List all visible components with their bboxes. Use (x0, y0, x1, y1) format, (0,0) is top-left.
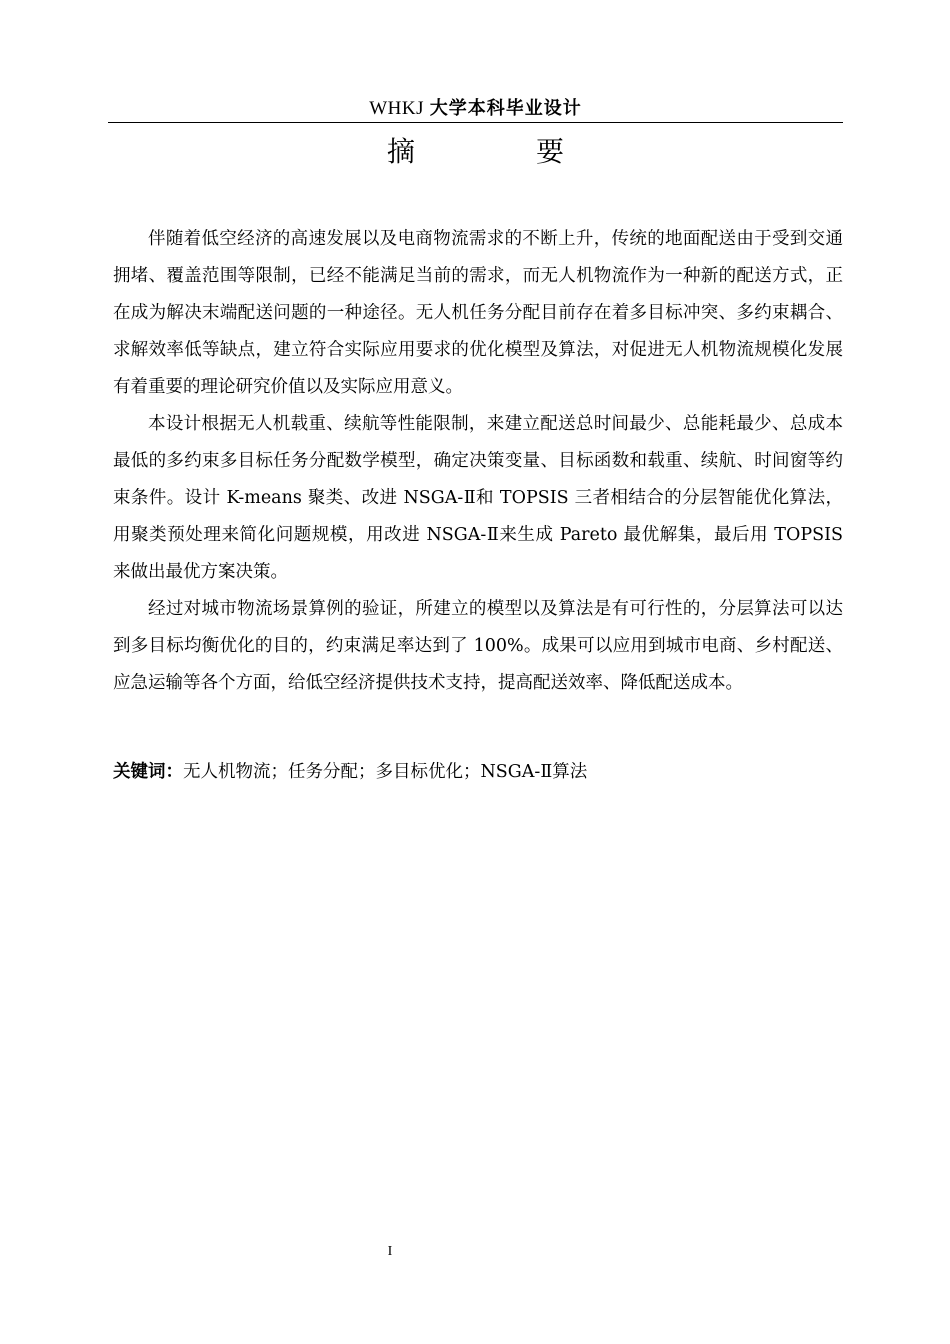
header-school-name: WHKJ (369, 98, 425, 119)
keywords-value: 无人机物流；任务分配；多目标优化；NSGA-Ⅱ算法 (183, 762, 588, 782)
page-number: I (387, 1244, 393, 1259)
abstract-paragraph-2: 本设计根据无人机载重、续航等性能限制，来建立配送总时间最少、总能耗最少、总成本最低的多约束多目标任务分配数学模型，确定决策变量、目标函数和载重、续航、时间窗等约束条件。设计 K-means 聚类、改进 NSGA-Ⅱ和 TOPSIS 三者相结合的分层智能优化算法，用聚类预处理来简化问题规模，用改进 NSGA-Ⅱ来生成 Pareto 最优解集，最后用 TOPSIS 来做出最优方案决策。 (113, 414, 843, 582)
abstract-heading: 摘 要 (387, 135, 620, 168)
header-title: 大学本科毕业设计 (429, 98, 582, 119)
abstract-paragraph-3: 经过对城市物流场景算例的验证，所建立的模型以及算法是有可行性的，分层算法可以达到多目标均衡优化的目的，约束满足率达到了 100%。成果可以应用到城市电商、乡村配送、应急运输等各个方面，给低空经济提供技术支持，提高配送效率、降低配送成本。 (113, 599, 843, 693)
header-rule (108, 122, 843, 123)
abstract-body (113, 221, 843, 702)
running-header (108, 96, 843, 122)
keywords-label: 关键词： (113, 762, 183, 782)
keywords-line (113, 754, 843, 791)
abstract-paragraph-1: 伴随着低空经济的高速发展以及电商物流需求的不断上升，传统的地面配送由于受到交通拥堵、覆盖范围等限制，已经不能满足当前的需求，而无人机物流作为一种新的配送方式，正在成为解决末端配送问题的一种途径。无人机任务分配目前存在着多目标冲突、多约束耦合、求解效率低等缺点，建立符合实际应用要求的优化模型及算法，对促进无人机物流规模化发展有着重要的理论研究价值以及实际应用意义。 (113, 229, 843, 397)
